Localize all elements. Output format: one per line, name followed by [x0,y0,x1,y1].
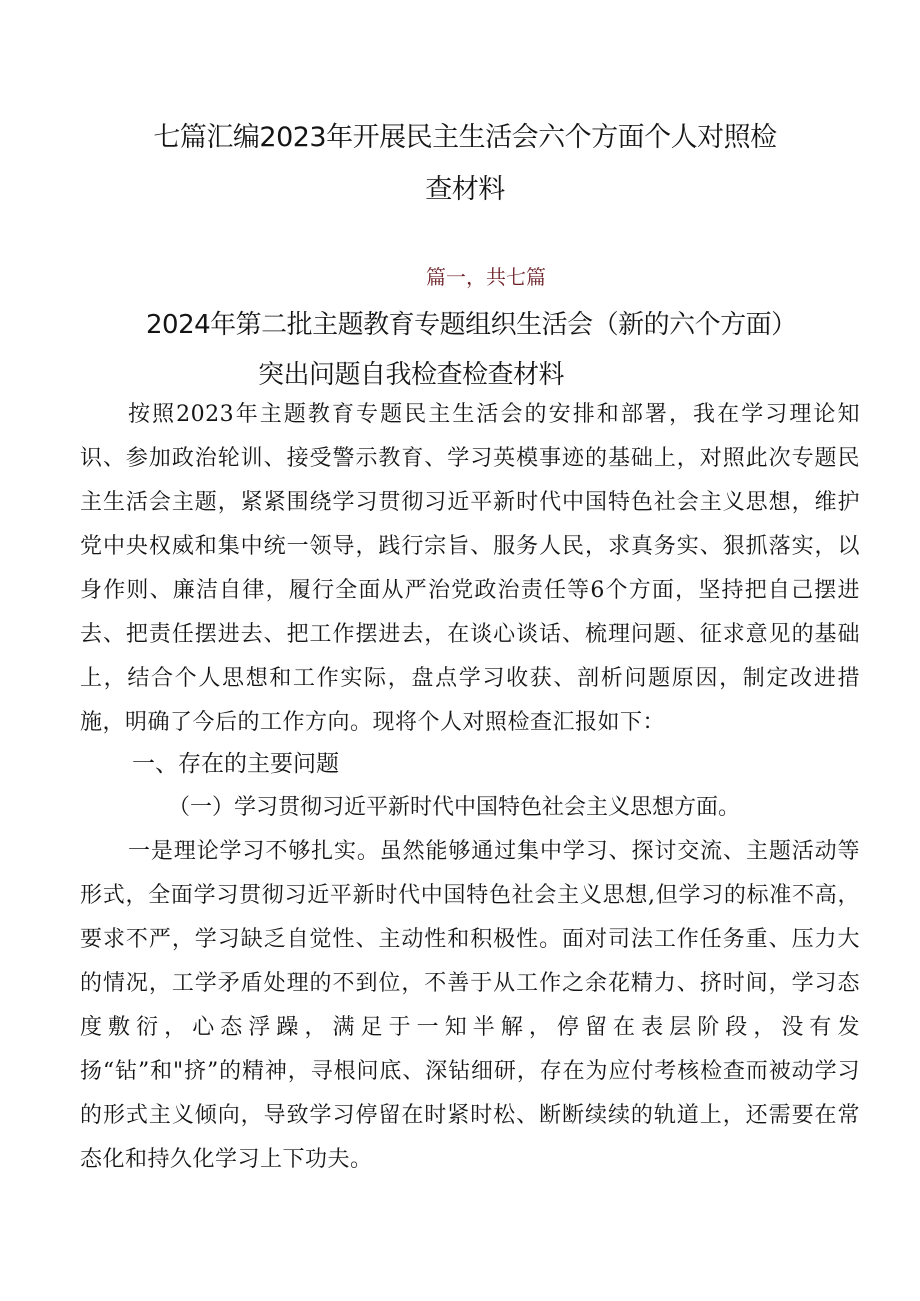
section-tag: 篇一，共七篇 [426,265,546,289]
article-title-line-1: 2024年第二批主题教育专题组织生活会（新的六个方面） [146,310,797,340]
intro-paragraph: 按照2023年主题教育专题民主生活会的安排和部署，我在学习理论知识、参加政治轮训、接受警示教育、学习英模事迹的基础上，对照此次专题民主生活会主题，紧紧围绕学习贯彻习近平新时代中国特色社会主义思想，维护党中央权威和集中统一领导，践行宗旨、服务人民，求真务实、狠抓落实，以身作则、廉洁自律，履行全面从严治党政治责任等6个方面，坚持把自己摆进去、把责任摆进去、把工作摆进去，在谈心谈话、梳理问题、征求意见的基础上，结合个人思想和工作实际，盘点学习收获、剖析问题原因，制定改进措施，明确了今后的工作方向。现将个人对照检查汇报如下： [80,402,860,735]
document-title [70,112,860,216]
article-title [0,300,797,400]
document-title-line-2: 查材料 [425,174,505,205]
subsection-heading: （一）学习贯彻习近平新时代中国特色社会主义思想方面。 [168,795,741,820]
document-title-line-1: 七篇汇编2023年开展民主生活会六个方面个人对照检 [153,122,777,153]
article-title-line-2: 突出问题自我检查检查材料 [258,360,565,390]
section-heading: 一、存在的主要问题 [132,751,339,777]
point-one-paragraph: 一是理论学习不够扎实。虽然能够通过集中学习、探讨交流、主题活动等形式，全面学习贯彻习近平新时代中国特色社会主义思想,但学习的标准不高，要求不严，学习缺乏自觉性、主动性和积极性。面对司法工作任务重、压力大的情况，工学矛盾处理的不到位，不善于从工作之余花精力、挤时间，学习态度敷衍，心态浮躁，满足于一知半解，停留在表层阶段，没有发扬“钻”和"挤”的精神，寻根问底、深钻细研，存在为应付考核检查而被动学习的形式主义倾向，导致学习停留在时紧时松、断断续续的轨道上，还需要在常态化和持久化学习上下功夫。 [80,839,860,1172]
